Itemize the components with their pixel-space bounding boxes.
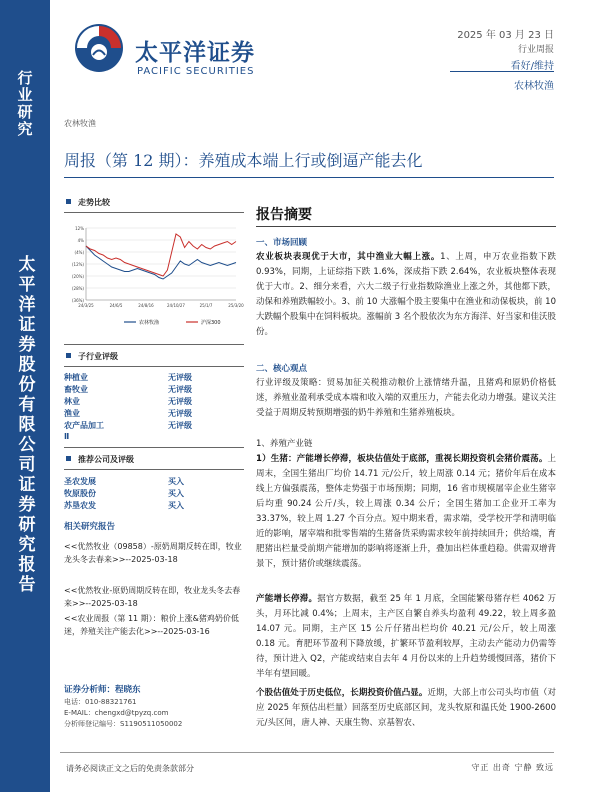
report-date: 2025 年 03 月 23 日 — [457, 30, 554, 41]
page-title: 周报（第 12 期）：养殖成本端上行或倒逼产能去化 — [64, 151, 423, 170]
trend-heading: 走势比较 — [66, 197, 110, 208]
section-divider — [64, 212, 244, 213]
sector-name: 农林牧渔 — [514, 81, 554, 92]
section-market-review: 一、市场回顾 — [256, 238, 308, 248]
related-report-link[interactable]: <<优然牧业-原奶周期反转在即，牧业龙头冬去春来>>--2025-03-18 — [64, 586, 241, 608]
analyst-name: 证券分析师：程晓东 — [64, 685, 141, 695]
related-report-link[interactable]: <<优然牧业（09858）-原奶周期反转在即，牧业龙头冬去春来>>--2025-03-18 — [64, 542, 242, 564]
series-line-agriculture — [86, 246, 236, 279]
y-tick-label: (28%) — [71, 286, 84, 291]
pig-lead-2: 猪价震荡。 — [504, 454, 548, 464]
square-bullet-icon — [66, 353, 71, 358]
sub-rating-heading: 子行业评级 — [66, 351, 118, 362]
x-tick-label: 24/3/25 — [78, 303, 94, 308]
trend-chart — [64, 222, 244, 334]
x-tick-label: 25/3/20 — [228, 303, 244, 308]
series-line-csi300 — [86, 234, 236, 276]
footer-divider — [60, 752, 554, 753]
header-divider — [450, 71, 554, 72]
market-review-lead: 农业板块表现优于大市，其中渔业大幅上涨。 — [256, 252, 441, 262]
section-core-view: 二、核心观点 — [256, 364, 308, 374]
sidebar — [0, 0, 50, 792]
analyst-phone: 电话：010-88321761 — [64, 698, 137, 706]
x-tick-label: 24/8/16 — [138, 303, 154, 308]
footer-motto: 守正 出奇 宁静 致远 — [471, 763, 554, 772]
summary-divider — [256, 226, 556, 227]
pacific-securities-logo-icon — [73, 22, 125, 74]
y-tick-label: (12%) — [71, 262, 84, 267]
brand-name-cn: 太平洋证券 — [135, 40, 255, 66]
related-reports-heading: 相关研究报告 — [64, 522, 116, 532]
pig-lead: 1）生猪：产能增长停滞，板块估值处于底部，重视长期投资机会 — [256, 454, 505, 464]
market-review-paragraph: 农业板块表现优于大市，其中渔业大幅上涨。1、上周，申万农业指数下跌 0.93%，同期，上证综指下跌 1.6%，深成指下跌 2.64%，农业板块整体表现优于大市。2、细分来看，六大二级子行业指数除渔业上涨之外，其他都下跌，动保和养殖跌幅较小。3、前 10 大涨幅个股主要集中在渔业和动保板块，前 10 大跌幅个股集中在饲料板块。涨幅前 3 名个股依次为东方海洋、好当家和佳沃股份。 — [256, 252, 556, 337]
capacity-paragraph: 产能增长停滞。据官方数据，截至 25 年 1 月底，全国能繁母猪存栏 4062 万头，月环比减 0.4%；上周末，主产区自繁自养头均盈利 49.22，较上周多盈 14.07 元。同期，主产区 15 公斤仔猪出栏均价 40.21 元/公斤，较上周涨 0.18 元。育肥环节盈利下降放缓，扩繁环节盈利较厚，主动去产能动力仍需等待，预计进入 Q2，产能或结束自去年 4 月份以来的上升趋势缓慢回落，猪价下半年有望回暖。 — [256, 594, 556, 679]
brand-name-en: PACIFIC SECURITIES — [137, 66, 255, 77]
x-tick-label: 25/1/7 — [199, 303, 213, 308]
pig-paragraph: 1）生猪：产能增长停滞，板块估值处于底部，重视长期投资机会猪价震荡。上周末，全国生猪出厂均价 14.71 元/公斤，较上周涨 0.14 元；猪价年后在成本线上方偏强震荡，整体走势强于市场预期；同期，16 省市规模屠宰企业生猪宰后均重 90.24 公斤/头，较上周涨 0.34 公斤；全国生猪加工企业开工率为 33.37%，较上周 1.27 个百分点。短中期来看，需求端，受学校开学和清明临近的影响，屠宰端和批零售端的生猪备货采购需求较年前持续回升；供给端，育肥猪出栏量受前期产能增加的影响将逐渐上升，叠加出栏体重趋稳。供需双增背景下，预计猪价或继续震荡。 — [256, 454, 556, 569]
title-divider — [64, 177, 554, 178]
valuation-lead: 个股估值处于历史低位，长期投资价值凸显。 — [256, 688, 428, 698]
square-bullet-icon — [66, 199, 71, 204]
x-tick-label: 24/6/5 — [109, 303, 123, 308]
summary-heading: 报告摘要 — [256, 207, 312, 223]
analyst-email[interactable]: E-MAIL：chengxd@tpyzq.com — [64, 709, 169, 717]
related-report-link[interactable]: <<农业周报（第 11 期）：粮价上涨&猪鸡奶价低迷，养殖关注产能去化>>--2025-03-16 — [64, 614, 239, 636]
industry-rating: 看好/维持 — [510, 61, 554, 72]
sidebar-category-label: 行业研究 — [15, 70, 34, 138]
companies-heading: 推荐公司及评级 — [66, 454, 134, 465]
chain-label: 1、养殖产业链 — [256, 439, 313, 449]
y-tick-label: (36%) — [71, 298, 84, 303]
section-divider — [64, 366, 244, 367]
sidebar-company-label: 太平洋证券股份有限公司证券研究报告 — [14, 255, 35, 595]
square-bullet-icon — [66, 456, 71, 461]
y-tick-label: 12% — [75, 226, 84, 231]
y-tick-label: (20%) — [71, 274, 84, 279]
capacity-lead: 产能增长停滞。 — [256, 594, 318, 604]
section-divider — [64, 469, 244, 470]
valuation-paragraph: 个股估值处于历史低位，长期投资价值凸显。近期，大部上市公司头均市值（对应 2025 年预估出栏量）回落至历史底部区间，龙头牧原和温氏处 1900-2600 元/头区间，唐人神、天康生物、京基智农、 — [256, 688, 556, 728]
core-view-paragraph: 行业评级及策略：贸易加征关税推动粮价上涨情绪升温，且猪鸡和原奶价格低迷，养殖业盈利承受成本端和收入端的双重压力，产能去化动力增强。建议关注受益于周期反转预期增强的奶牛养殖和生猪养殖板块。 — [256, 378, 556, 418]
legend-label: 沪深300 — [201, 320, 221, 326]
y-tick-label: 4% — [77, 238, 84, 243]
footer-disclaimer: 请务必阅读正文之后的免责条款部分 — [66, 764, 194, 773]
legend-label: 农林牧渔 — [139, 320, 160, 326]
analyst-license: 分析师登记编号：S1190511050002 — [64, 720, 183, 728]
section-divider — [64, 447, 244, 448]
x-tick-label: 24/10/27 — [167, 303, 185, 308]
report-type: 行业周报 — [517, 45, 554, 55]
y-tick-label: (4%) — [74, 250, 84, 255]
section-divider — [64, 344, 244, 345]
breadcrumb: 农林牧渔 — [64, 119, 96, 128]
